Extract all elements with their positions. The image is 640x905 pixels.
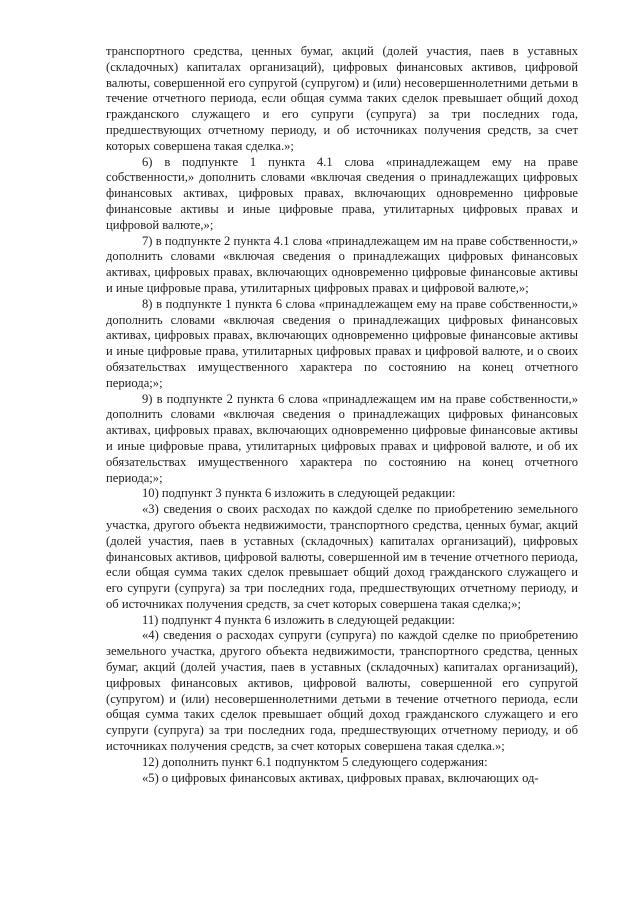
paragraph-continuation: транспортного средства, ценных бумаг, акций (долей участия, паев в уставных (складочных) капиталах организаций), цифровых финансовых активов, цифровой валюты, совершенной его супругой (супругом) и (или) несовершеннолетними детьми в течение отчетного периода, если общая сумма таких сделок превышает общий доход гражданского служащего и его супруги (супруга) за три последних года, предшествующих отчетному периоду, и об источниках получения средств, за счет которых совершена такая сделка.»; bbox=[106, 44, 578, 153]
paragraph-item-12: 12) дополнить пункт 6.1 подпунктом 5 следующего содержания: bbox=[142, 754, 488, 769]
paragraph-item-6: 6) в подпункте 1 пункта 4.1 слова «принадлежащем ему на праве собственности,» дополнить словами «включая сведения о принадлежащих цифровых финансовых активах, цифровых правах, включающих одновременно цифровые финансовые активы и иные цифровые права, утилитарных цифровых правах и цифровой валюте,»; bbox=[106, 154, 578, 232]
paragraph-item-7: 7) в подпункте 2 пункта 4.1 слова «принадлежащем им на праве собственности,» дополнить словами «включая сведения о принадлежащих цифровых финансовых активах, цифровых правах, включающих одновременно цифровые финансовые активы и иные цифровые права, утилитарных цифровых правах и цифровой валюте,»; bbox=[106, 233, 578, 295]
paragraph-quote-4: «4) сведения о расходах супруги (супруга) по каждой сделке по приобретению земельного участка, другого объекта недвижимости, транспортного средства, ценных бумаг, акций (долей участия, паев в уставных (складочных) капиталах организаций), цифровых финансовых активов, цифровой валюты, совершенной его супругой (супругом) и (или) несовершеннолетними детьми в течение отчетного периода, если общая сумма таких сделок превышает общий доход гражданского служащего и его супруги (супруга) за три последних года, предшествующих отчетному периоду, и об источниках получения средств, за счет которых совершена такая сделка.»; bbox=[106, 628, 578, 754]
paragraph-item-9: 9) в подпункте 2 пункта 6 слова «принадлежащем им на праве собственности,» дополнить словами «включая сведения о принадлежащих цифровых финансовых активах, цифровых правах, включающих одновременно цифровые финансовые активы и иные цифровые права, утилитарных цифровых правах и цифровой валюте, и об их обязательствах имущественного характера по состоянию на конец отчетного периода;»; bbox=[106, 391, 578, 485]
paragraph-item-10: 10) подпункт 3 пункта 6 изложить в следующей редакции: bbox=[142, 486, 456, 501]
paragraph-item-8: 8) в подпункте 1 пункта 6 слова «принадлежащем ему на праве собственности,» дополнить словами «включая сведения о принадлежащих цифровых финансовых активах, цифровых правах, включающих одновременно цифровые финансовые активы и иные цифровые права, утилитарных цифровых правах и цифровой валюте, и о своих обязательствах имущественного характера по состоянию на конец отчетного периода;»; bbox=[106, 296, 578, 390]
document-body bbox=[106, 44, 578, 786]
paragraph-item-11: 11) подпункт 4 пункта 6 изложить в следующей редакции: bbox=[142, 612, 455, 627]
paragraph-quote-5: «5) о цифровых финансовых активах, цифровых правах, включающих од- bbox=[142, 770, 539, 785]
paragraph-quote-3: «3) сведения о своих расходах по каждой сделке по приобретению земельного участка, другого объекта недвижимости, транспортного средства, ценных бумаг, акций (долей участия, паев в уставных (складочных) капиталах организаций), цифровых финансовых активов, цифровой валюты, совершенной им в течение отчетного периода, если общая сумма таких сделок превышает общий доход гражданского служащего и его супруги (супруга) за три последних года, предшествующих отчетному периоду, и об источниках получения средств, за счет которых совершена такая сделка;»; bbox=[106, 502, 578, 611]
